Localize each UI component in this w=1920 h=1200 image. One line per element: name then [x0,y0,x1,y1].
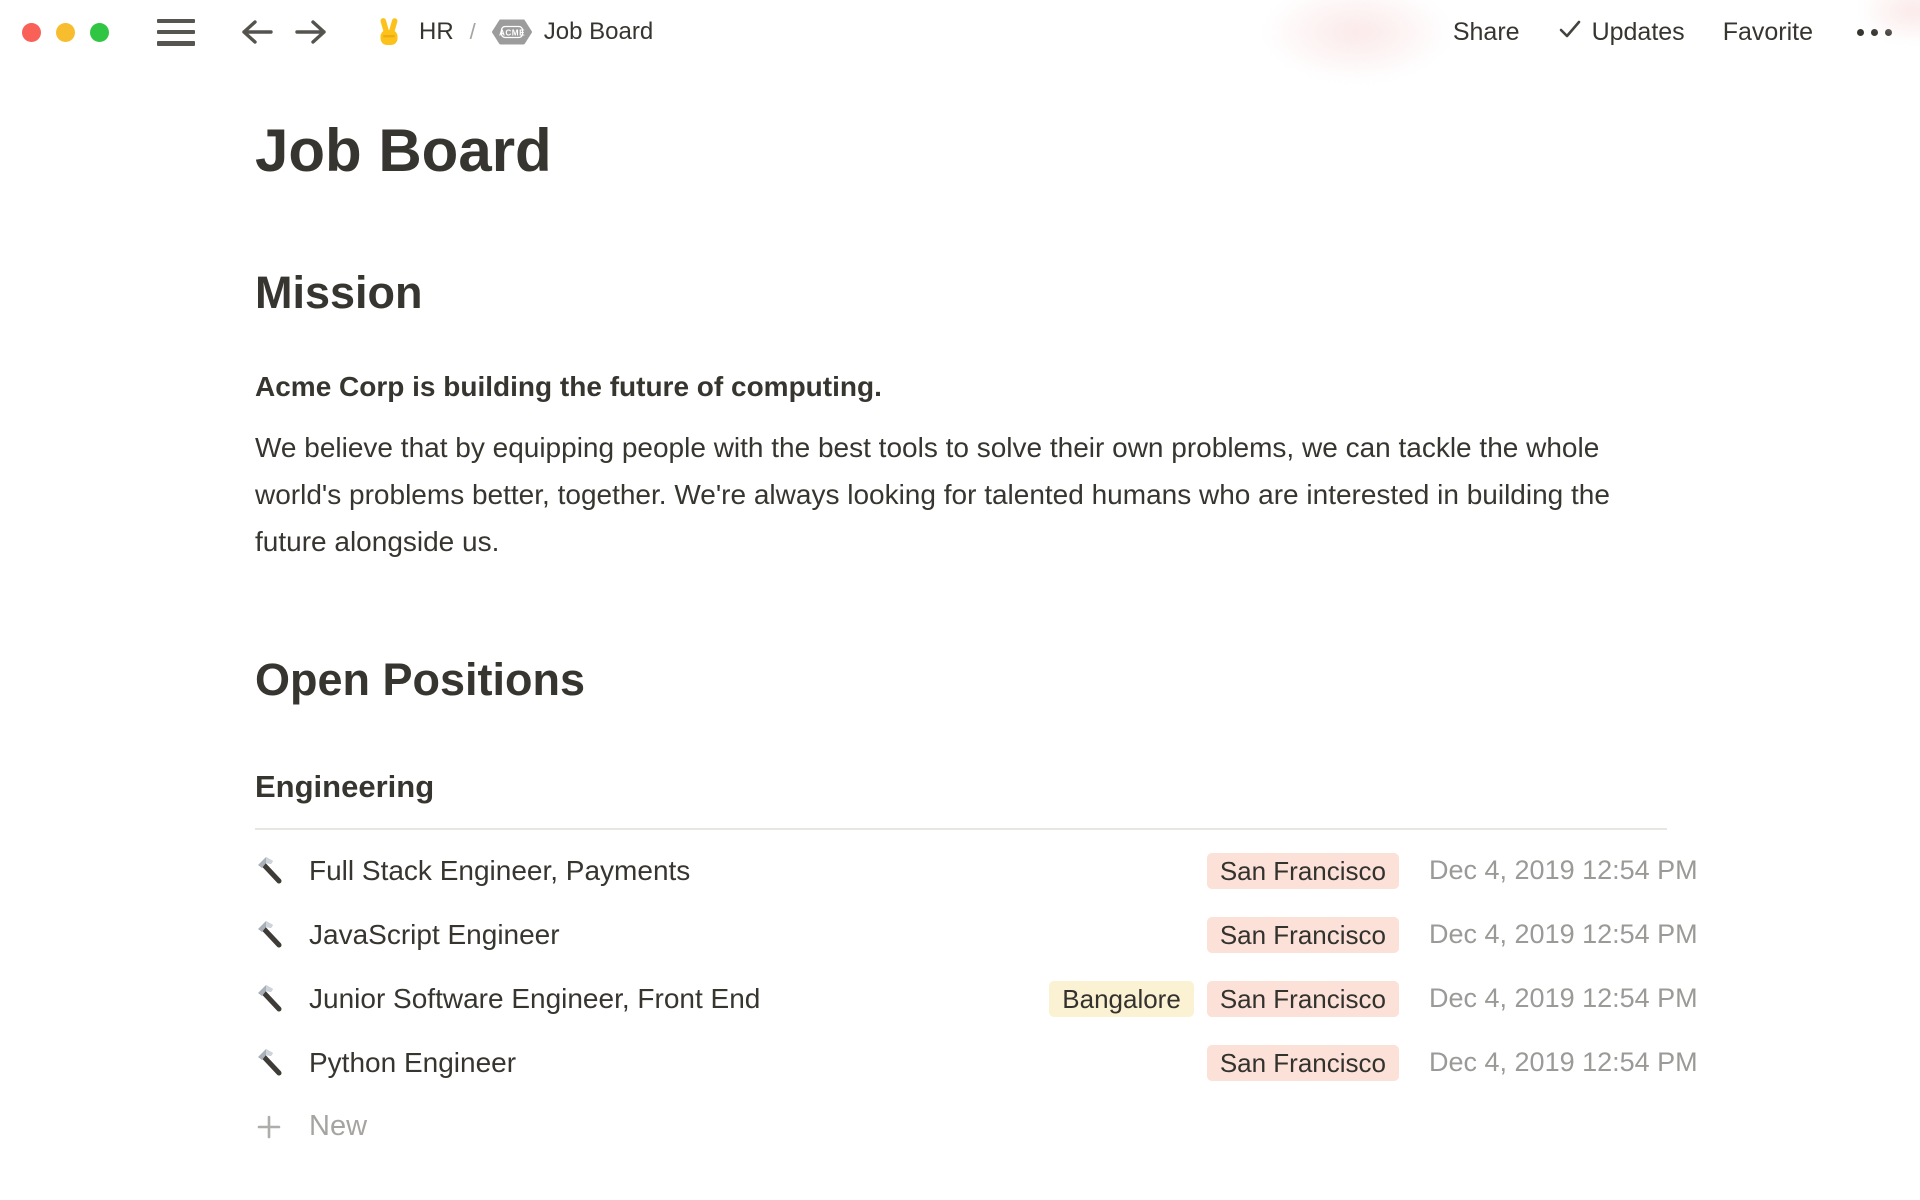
job-title [309,1047,1207,1079]
share-label: Share [1452,17,1520,46]
new-row[interactable] [255,1095,1667,1159]
forward-arrow-icon[interactable] [293,16,329,48]
table-row[interactable] [255,839,1698,903]
mission-bold-text: Acme Corp is building the future of computing. [255,370,882,402]
job-title [309,983,1049,1015]
plus-icon [255,1113,289,1141]
hammer-icon [255,855,289,887]
job-tags [1049,981,1399,1017]
more-options-button[interactable] [1851,29,1892,36]
job-date: Dec 4, 2019 12:54 PM [1429,919,1698,950]
breadcrumb [373,16,653,48]
hammer-icon [255,1047,289,1079]
favorite-button[interactable] [1723,18,1813,47]
window-titlebar [0,0,1920,64]
share-button[interactable] [1453,18,1520,47]
check-icon [1558,18,1582,47]
job-tags [1207,853,1399,889]
acme-badge-icon [492,17,532,47]
hammer-icon [255,919,289,951]
zoom-window-button[interactable] [90,23,109,42]
mission-heading: Mission [255,267,423,318]
new-label: New [309,1110,368,1143]
hammer-icon [255,983,289,1015]
job-title-text[interactable]: JavaScript Engineer [309,919,560,951]
mission-body-text: We believe that by equipping people with the best tools to solve their own problems, we can tackle the whole world's problems better, together. We're always looking for talented humans who are interested in building the future alongside us. [255,431,1610,557]
job-title [309,919,1207,951]
window-controls [22,23,109,42]
breadcrumb-separator: / [469,19,476,44]
group-heading-engineering: Engineering [255,769,435,805]
page-actions [1453,18,1892,47]
updates-label: Updates [1591,17,1685,46]
location-tag[interactable]: Bangalore [1049,981,1194,1017]
location-tag[interactable]: San Francisco [1207,853,1399,889]
favorite-label: Favorite [1722,17,1813,46]
cursor-halo-artifact [1262,0,1452,82]
table-row[interactable] [255,903,1698,967]
job-title-text[interactable]: Full Stack Engineer, Payments [309,855,690,887]
job-tags [1207,1045,1399,1081]
job-date: Dec 4, 2019 12:54 PM [1429,855,1698,886]
job-tags [1207,917,1399,953]
minimize-window-button[interactable] [56,23,75,42]
ellipsis-icon [1857,29,1892,36]
group-divider [255,828,1667,830]
job-date: Dec 4, 2019 12:54 PM [1429,983,1698,1014]
table-row[interactable] [255,967,1698,1031]
location-tag[interactable]: San Francisco [1207,1045,1399,1081]
updates-button[interactable] [1558,18,1685,47]
open-positions-heading: Open Positions [255,653,586,705]
page-content [255,113,1698,1159]
breadcrumb-page[interactable]: Job Board [543,18,654,45]
job-date: Dec 4, 2019 12:54 PM [1429,1047,1698,1078]
svg-text:ACME: ACME [498,28,525,38]
location-tag[interactable]: San Francisco [1207,917,1399,953]
page-title: Job Board [255,117,552,184]
table-row[interactable] [255,1031,1698,1095]
job-title-text[interactable]: Junior Software Engineer, Front End [309,983,760,1015]
job-title [309,855,1207,887]
close-window-button[interactable] [22,23,41,42]
location-tag[interactable]: San Francisco [1207,981,1399,1017]
victory-hand-icon [373,16,405,48]
job-list [255,839,1698,1159]
sidebar-toggle-icon[interactable] [157,19,195,46]
back-arrow-icon[interactable] [239,16,275,48]
job-title-text[interactable]: Python Engineer [309,1047,516,1079]
breadcrumb-workspace[interactable]: HR [419,18,454,45]
